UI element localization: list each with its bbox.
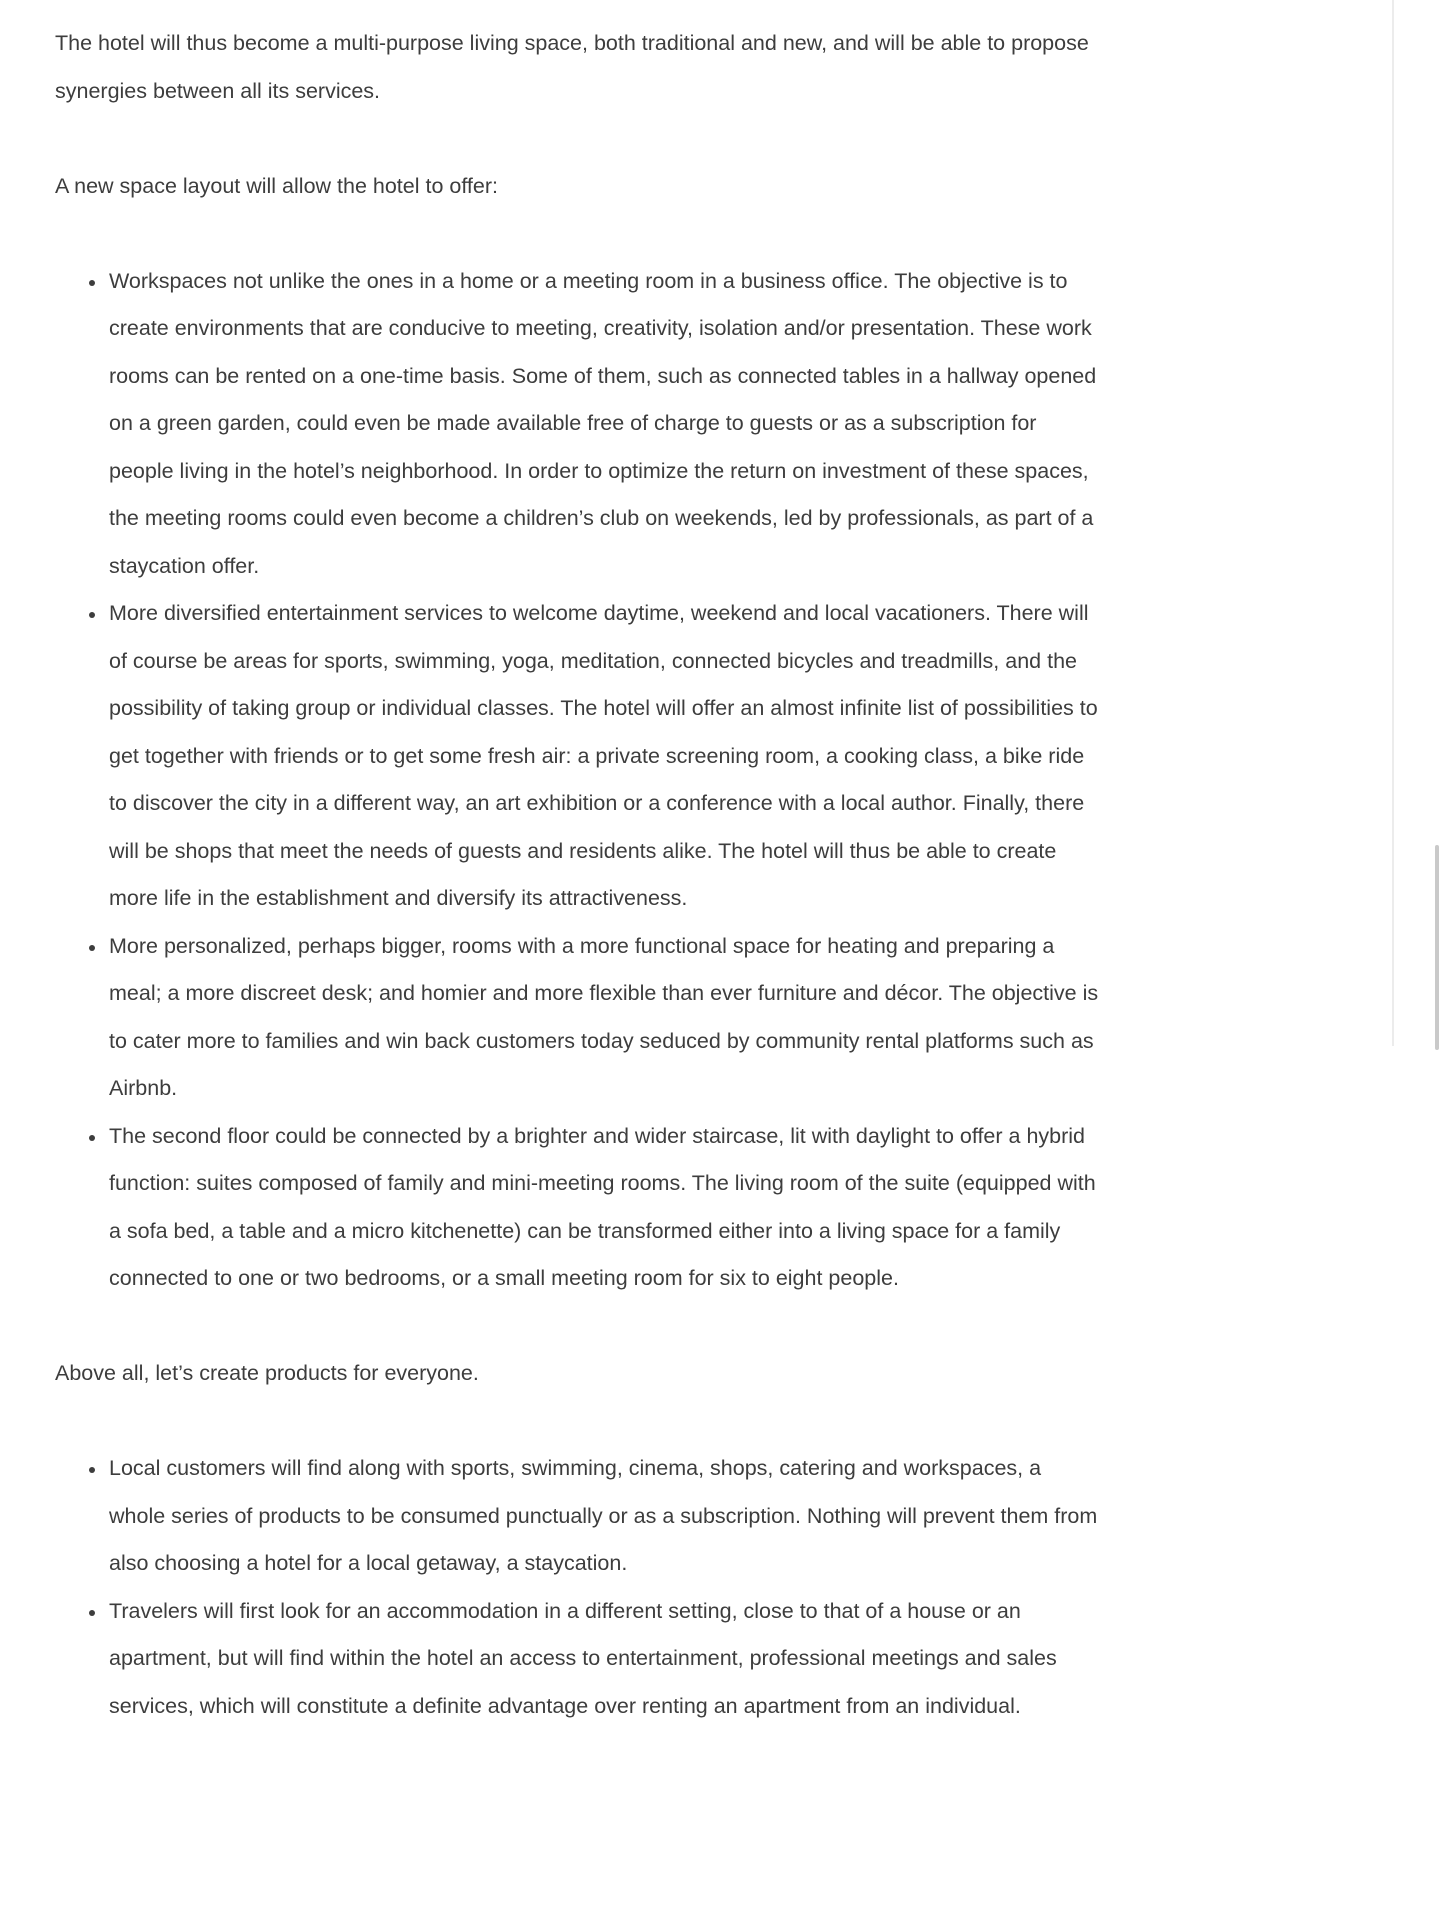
paragraph-everyone-lead: Above all, let’s create products for everyone. [55,1361,479,1385]
paragraph-intro: The hotel will thus become a multi-purpose living space, both traditional and new, and will be able to propose synergies between all its services. [55,31,1089,103]
audience-list [55,1445,1101,1730]
list-item: • Travelers will first look for an accommodation in a different setting, close to that of a house or an apartment, but will find within the hotel an access to entertainment, professional meetings and sales services, which will constitute a definite advantage over renting an apartment from an individual. [107,1588,1101,1731]
list-item: • The second floor could be connected by a brighter and wider staircase, lit with daylight to offer a hybrid function: suites composed of family and mini-meeting rooms. The living room of the suite (equipped with a sofa bed, a table and a micro kitchenette) can be transformed either into a living space for a family connected to one or two bedrooms, or a small meeting room for six to eight people. [107,1113,1101,1303]
article-body [55,20,1101,1778]
list-item: • More diversified entertainment services to welcome daytime, weekend and local vacationers. There will of course be areas for sports, swimming, yoga, meditation, connected bicycles and treadmills, and the possibility of taking group or individual classes. The hotel will offer an almost infinite list of possibilities to get together with friends or to get some fresh air: a private screening room, a cooking class, a bike ride to discover the city in a different way, an art exhibition or a conference with a local author. Finally, there will be shops that meet the needs of guests and residents alike. The hotel will thus be able to create more life in the establishment and diversify its attractiveness. [107,590,1101,923]
list-item: • Workspaces not unlike the ones in a home or a meeting room in a business office. The objective is to create environments that are conducive to meeting, creativity, isolation and/or presentation. These work rooms can be rented on a one-time basis. Some of them, such as connected tables in a hallway opened on a green garden, could even be made available free of charge to guests or as a subscription for people living in the hotel’s neighborhood. In order to optimize the return on investment of these spaces, the meeting rooms could even become a children’s club on weekends, led by professionals, as part of a staycation offer. [107,258,1101,591]
list-item: • More personalized, perhaps bigger, rooms with a more functional space for heating and preparing a meal; a more discreet desk; and homier and more flexible than ever furniture and décor. The objective is to cater more to families and win back customers today seduced by community rental platforms such as Airbnb. [107,923,1101,1113]
offer-list [55,258,1101,1303]
paragraph-offer-lead: A new space layout will allow the hotel to offer: [55,173,498,198]
list-item: • Local customers will find along with sports, swimming, cinema, shops, catering and workspaces, a whole series of products to be consumed punctually or as a subscription. Nothing will prevent them from also choosing a hotel for a local getaway, a staycation. [107,1445,1101,1588]
scrollbar-thumb[interactable] [1435,845,1439,1050]
vertical-divider [1392,0,1394,1046]
